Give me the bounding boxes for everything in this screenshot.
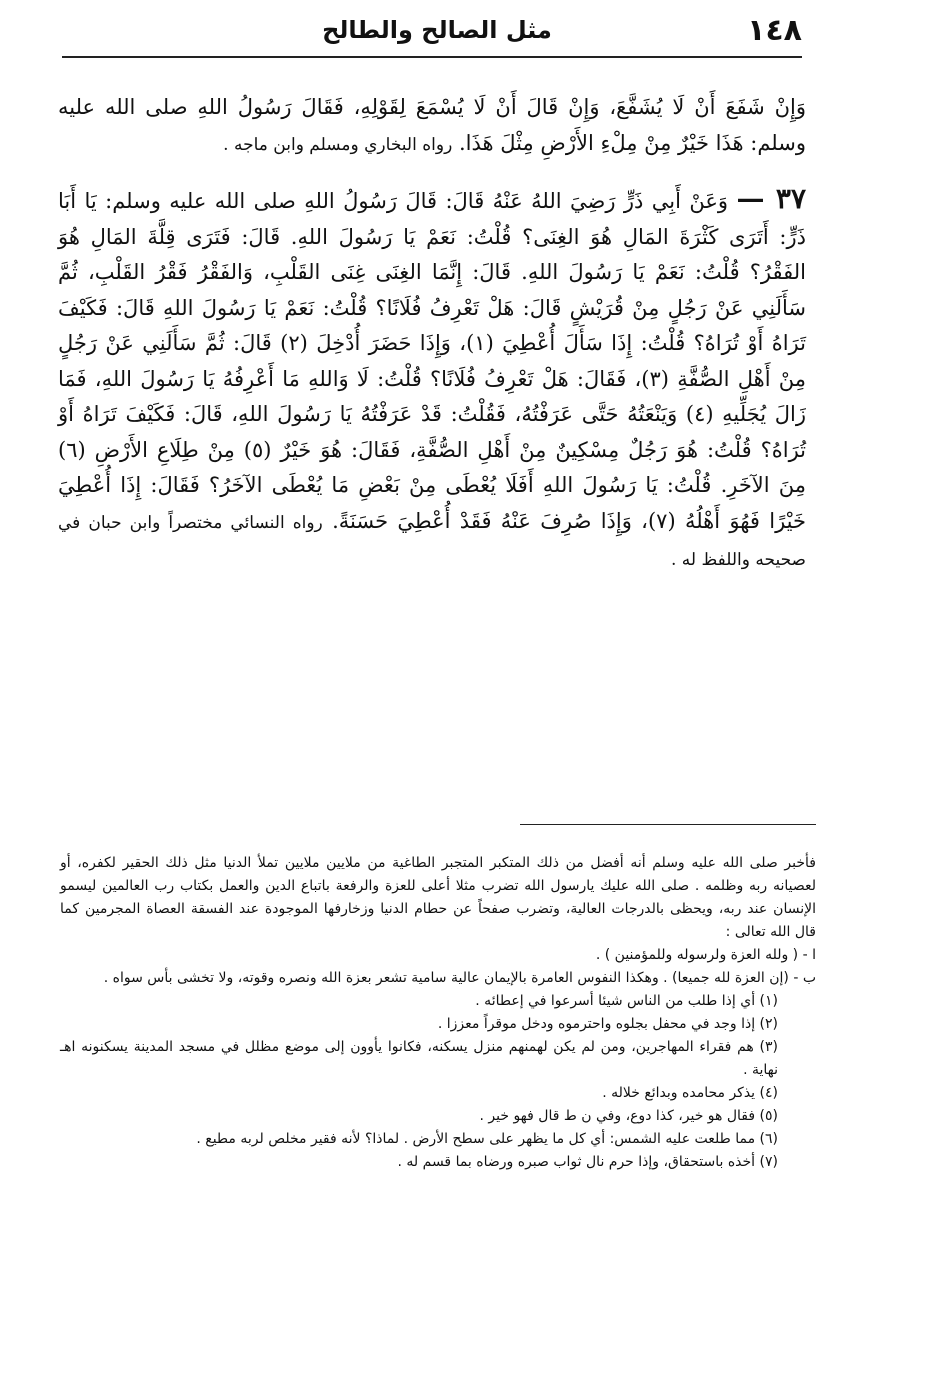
footnote-separator	[520, 824, 816, 825]
header-rule	[62, 56, 802, 58]
page-header	[62, 8, 802, 52]
running-title: مثل الصالح والطالح	[322, 16, 552, 44]
main-text	[58, 90, 806, 579]
hadith-37-source: رواه النسائي مختصراً وابن حبان في صحيحه واللفظ له .	[58, 512, 806, 570]
page-number: ١٤٨	[747, 12, 802, 48]
hadith-37	[58, 181, 806, 579]
footnote-7: (٧) أخذه باستحقاق، وإذا حرم نال ثواب صبره ورضاه بما قسم له .	[397, 1154, 778, 1170]
note-alif: ا - ( ولله العزة ولرسوله وللمؤمنين ) .	[595, 947, 816, 963]
paragraph-gap	[58, 163, 806, 181]
hadith-36-source: رواه البخاري ومسلم وابن ماجه .	[223, 134, 453, 155]
note-intro: فأخبر صلى الله عليه وسلم أنه أفضل من ذلك المتكبر المتجبر الطاغية من ملايين ملايين تملأ الدنيا مثل ذلك الحقير لكفره، أو لعصيانه ربه وظلمه . صلى الله عليك يارسول الله تضرب مثلا أعلى للعزة والرفعة باتباع الدين والعمل بكتاب رب العالمين ليسمو الإنسان عند ربه، ويحظى بالدرجات العالية، وتضرب صفحاً عن حطام الدنيا وزخارفها الموجودة عند الفسقة العصاة المجرمين كما قال الله تعالى :	[60, 855, 816, 940]
footnote-5: (٥) فقال هو خير، كذا دوع، وفي ن ط قال فهو خير .	[479, 1108, 778, 1124]
hadith-36-text: وَإِنْ شَفَعَ أَنْ لَا يُشَفَّعَ، وَإِنْ قَالَ أَنْ لَا يُسْمَعَ لِقَوْلِهِ، فَقَالَ رَسُولُ اللهِ صلى الله عليه وسلم: هَذَا خَيْرٌ مِنْ مِلْءِ الأَرْضِ مِثْلَ هَذَا.	[58, 95, 806, 155]
footnote-3: (٣) هم فقراء المهاجرين، ومن لم يكن لهمنهم منزل يسكنه، فكانوا يأوون إلى موضع مظلل في مسجد المدينة يسكنونه اهـ نهاية .	[60, 1039, 778, 1078]
footnote-2: (٢) إذا وجد في محفل بجلوه واحترموه ودخل موقراً معززا .	[437, 1016, 778, 1032]
hadith-37-text: وَعَنْ أَبِي ذَرٍّ رَضِيَ اللهُ عَنْهُ قَالَ: قَالَ رَسُولُ اللهِ صلى الله عليه وسلم: يَا أَبَا ذَرٍّ: أَتَرَى كَثْرَةَ المَالِ هُوَ الغِنَى؟ قُلْتُ: نَعَمْ يَا رَسُولَ اللهِ. قَالَ: فَتَرَى قِلَّةَ المَالِ هُوَ الفَقْرُ؟ قُلْتُ: نَعَمْ يَا رَسُولَ اللهِ. قَالَ: إِنَّمَا الغِنَى غِنَى القَلْبِ، وَالفَقْرُ فَقْرُ القَلْبِ، ثُمَّ سَأَلَنِي عَنْ رَجُلٍ مِنْ قُرَيْشٍ قَالَ: هَلْ تَعْرِفُ فُلَانًا؟ قُلْتُ: نَعَمْ يَا رَسُولَ اللهِ قَالَ: فَكَيْفَ تَرَاهُ أَوْ تُرَاهُ؟ قُلْتُ: إِذَا سَأَلَ أُعْطِيَ (١)، وَإِذَا حَضَرَ أُدْخِلَ (٢) قَالَ: ثُمَّ سَأَلَنِي عَنْ رَجُلٍ مِنْ أَهْلِ الصُّفَّةِ (٣)، فَقَالَ: هَلْ تَعْرِفُ فُلَانًا؟ قُلْتُ: لَا وَاللهِ مَا أَعْرِفُهُ يَا رَسُولَ اللهِ، فَمَا زَالَ يُجَلِّيهِ (٤) وَيَنْعَتُهُ حَتَّى عَرَفْتُهُ، فَقُلْتُ: قَدْ عَرَفْتُهُ يَا رَسُولَ اللهِ، قَالَ: فَكَيْفَ تَرَاهُ أَوْ تُرَاهُ؟ قُلْتُ: هُوَ رَجُلٌ مِسْكِينٌ مِنْ أَهْلِ الصُّفَّةِ، فَقَالَ: هُوَ خَيْرٌ (٥) مِنْ طِلَاعِ الأَرْضِ (٦) مِنَ الآخَرِ. قُلْتُ: يَا رَسُولَ اللهِ أَفَلَا يُعْطَى مِنْ بَعْضِ مَا يُعْطَى الآخَرُ؟ فَقَالَ: إِذَا أُعْطِيَ خَيْرًا فَهُوَ أَهْلُهُ (٧)، وَإِذَا صُرِفَ عَنْهُ فَقَدْ أُعْطِيَ حَسَنَةً.	[58, 189, 806, 533]
footnotes	[60, 852, 816, 1174]
hadith-36-ending	[58, 90, 806, 163]
footnote-6: (٦) مما طلعت عليه الشمس: أي كل ما يظهر على سطح الأرض . لماذا؟ لأنه فقير مخلص لربه مطيع .	[196, 1131, 778, 1147]
hadith-number: ٣٧ —	[736, 182, 806, 215]
note-ba: ب - (إن العزة لله جميعا) . وهكذا النفوس العامرة بالإيمان عالية سامية تشعر بعزة الله ونصره وقوته، ولا تخشى بأس سواه .	[103, 970, 816, 986]
footnote-1: (١) أي إذا طلب من الناس شيئا أسرعوا في إعطائه .	[475, 993, 778, 1009]
footnote-4: (٤) يذكر محامده وبدائع خلاله .	[602, 1085, 778, 1101]
